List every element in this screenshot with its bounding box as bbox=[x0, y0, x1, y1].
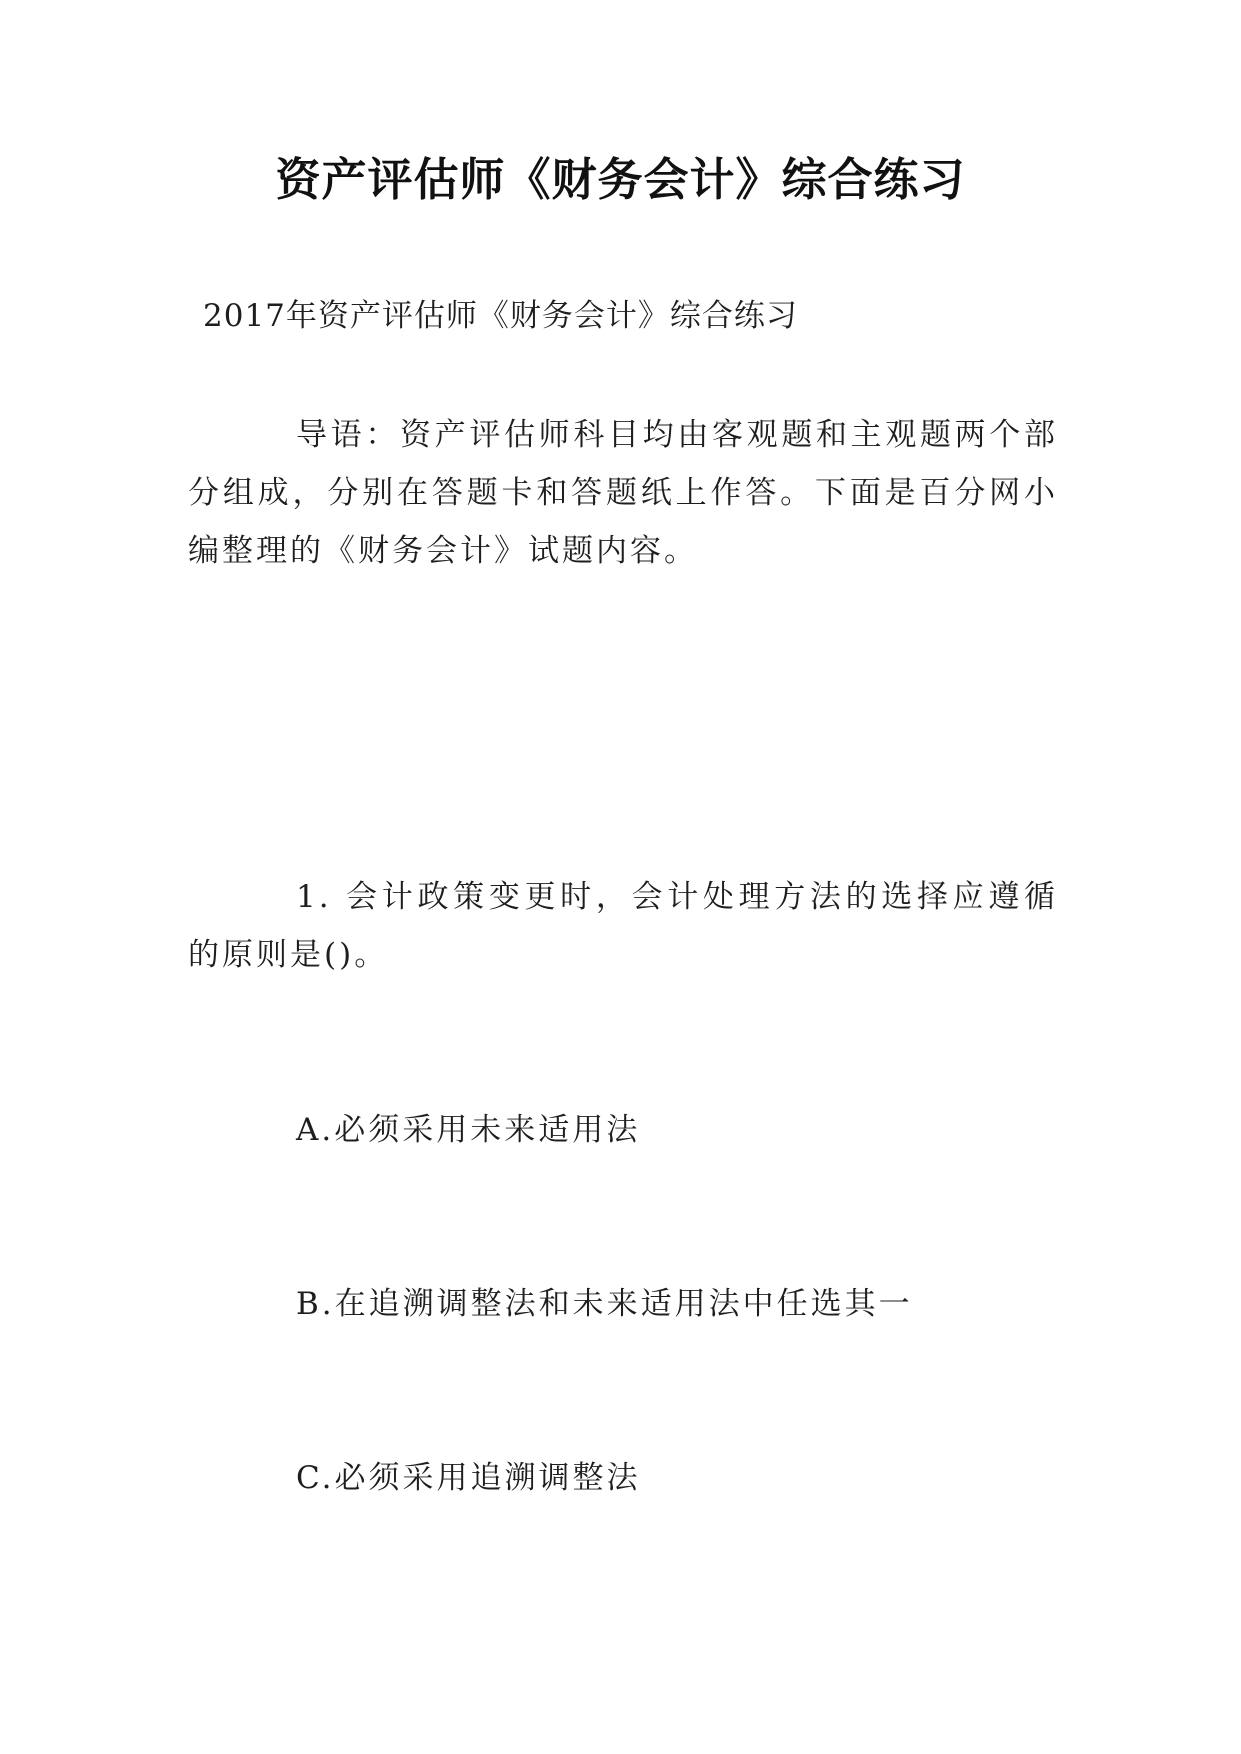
document-title: 资产评估师《财务会计》综合练习 bbox=[275, 153, 966, 206]
document-subtitle: 2017年资产评估师《财务会计》综合练习 bbox=[203, 298, 798, 334]
option-b: B.在追溯调整法和未来适用法中任选其一 bbox=[296, 1286, 913, 1322]
option-a: A.必须采用未来适用法 bbox=[296, 1112, 641, 1148]
intro-paragraph: 导语：资产评估师科目均由客观题和主观题两个部分组成，分别在答题卡和答题纸上作答。下面是百分网小编整理的《财务会计》试题内容。 bbox=[188, 417, 1058, 569]
question-text: 1. 会计政策变更时，会计处理方法的选择应遵循的原则是()。 bbox=[188, 879, 1058, 973]
option-c: C.必须采用追溯调整法 bbox=[296, 1460, 641, 1496]
